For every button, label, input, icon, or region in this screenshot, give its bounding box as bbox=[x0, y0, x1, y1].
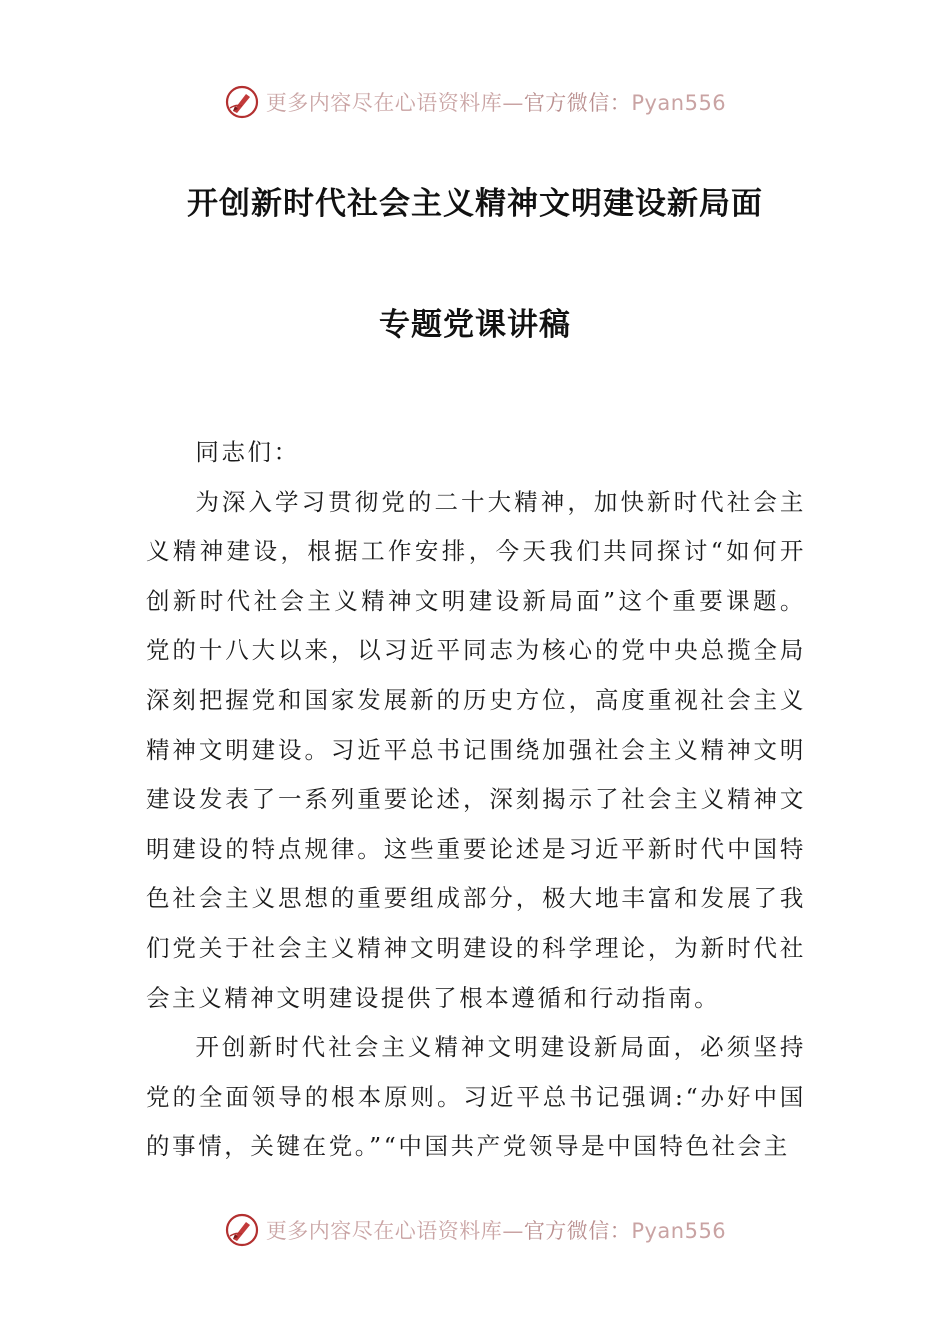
watermark-text: 更多内容尽在心语资料库—官方微信：Pyan556 bbox=[265, 1219, 727, 1243]
watermark-text: 更多内容尽在心语资料库—官方微信：Pyan556 bbox=[265, 91, 727, 115]
footer-watermark bbox=[0, 1210, 950, 1250]
document-body bbox=[146, 428, 806, 1172]
document-title: 开创新时代社会主义精神文明建设新局面 bbox=[187, 186, 763, 222]
document-subtitle: 专题党课讲稿 bbox=[379, 307, 571, 343]
salutation: 同志们： bbox=[195, 438, 300, 466]
pen-logo-icon bbox=[224, 84, 260, 120]
paragraph-1: 为深入学习贯彻党的二十大精神，加快新时代社会主义精神建设，根据工作安排，今天我们共同探讨“如何开创新时代社会主义精神文明建设新局面”这个重要课题。党的十八大以来，以习近平同志为核心的党中央总揽全局深刻把握党和国家发展新的历史方位，高度重视社会主义精神文明建设。习近平总书记围绕加强社会主义精神文明建设发表了一系列重要论述，深刻揭示了社会主义精神文明建设的特点规律。这些重要论述是习近平新时代中国特色社会主义思想的重要组成部分，极大地丰富和发展了我们党关于社会主义精神文明建设的科学理论，为新时代社会主义精神文明建设提供了根本遵循和行动指南。 bbox=[146, 487, 806, 1012]
header-watermark bbox=[0, 82, 950, 122]
paragraph-2: 开创新时代社会主义精神文明建设新局面，必须坚持党的全面领导的根本原则。习近平总书记强调:“办好中国的事情，关键在党。”“中国共产党领导是中国特色社会主 bbox=[146, 1033, 806, 1161]
pen-logo-icon bbox=[224, 1212, 260, 1248]
